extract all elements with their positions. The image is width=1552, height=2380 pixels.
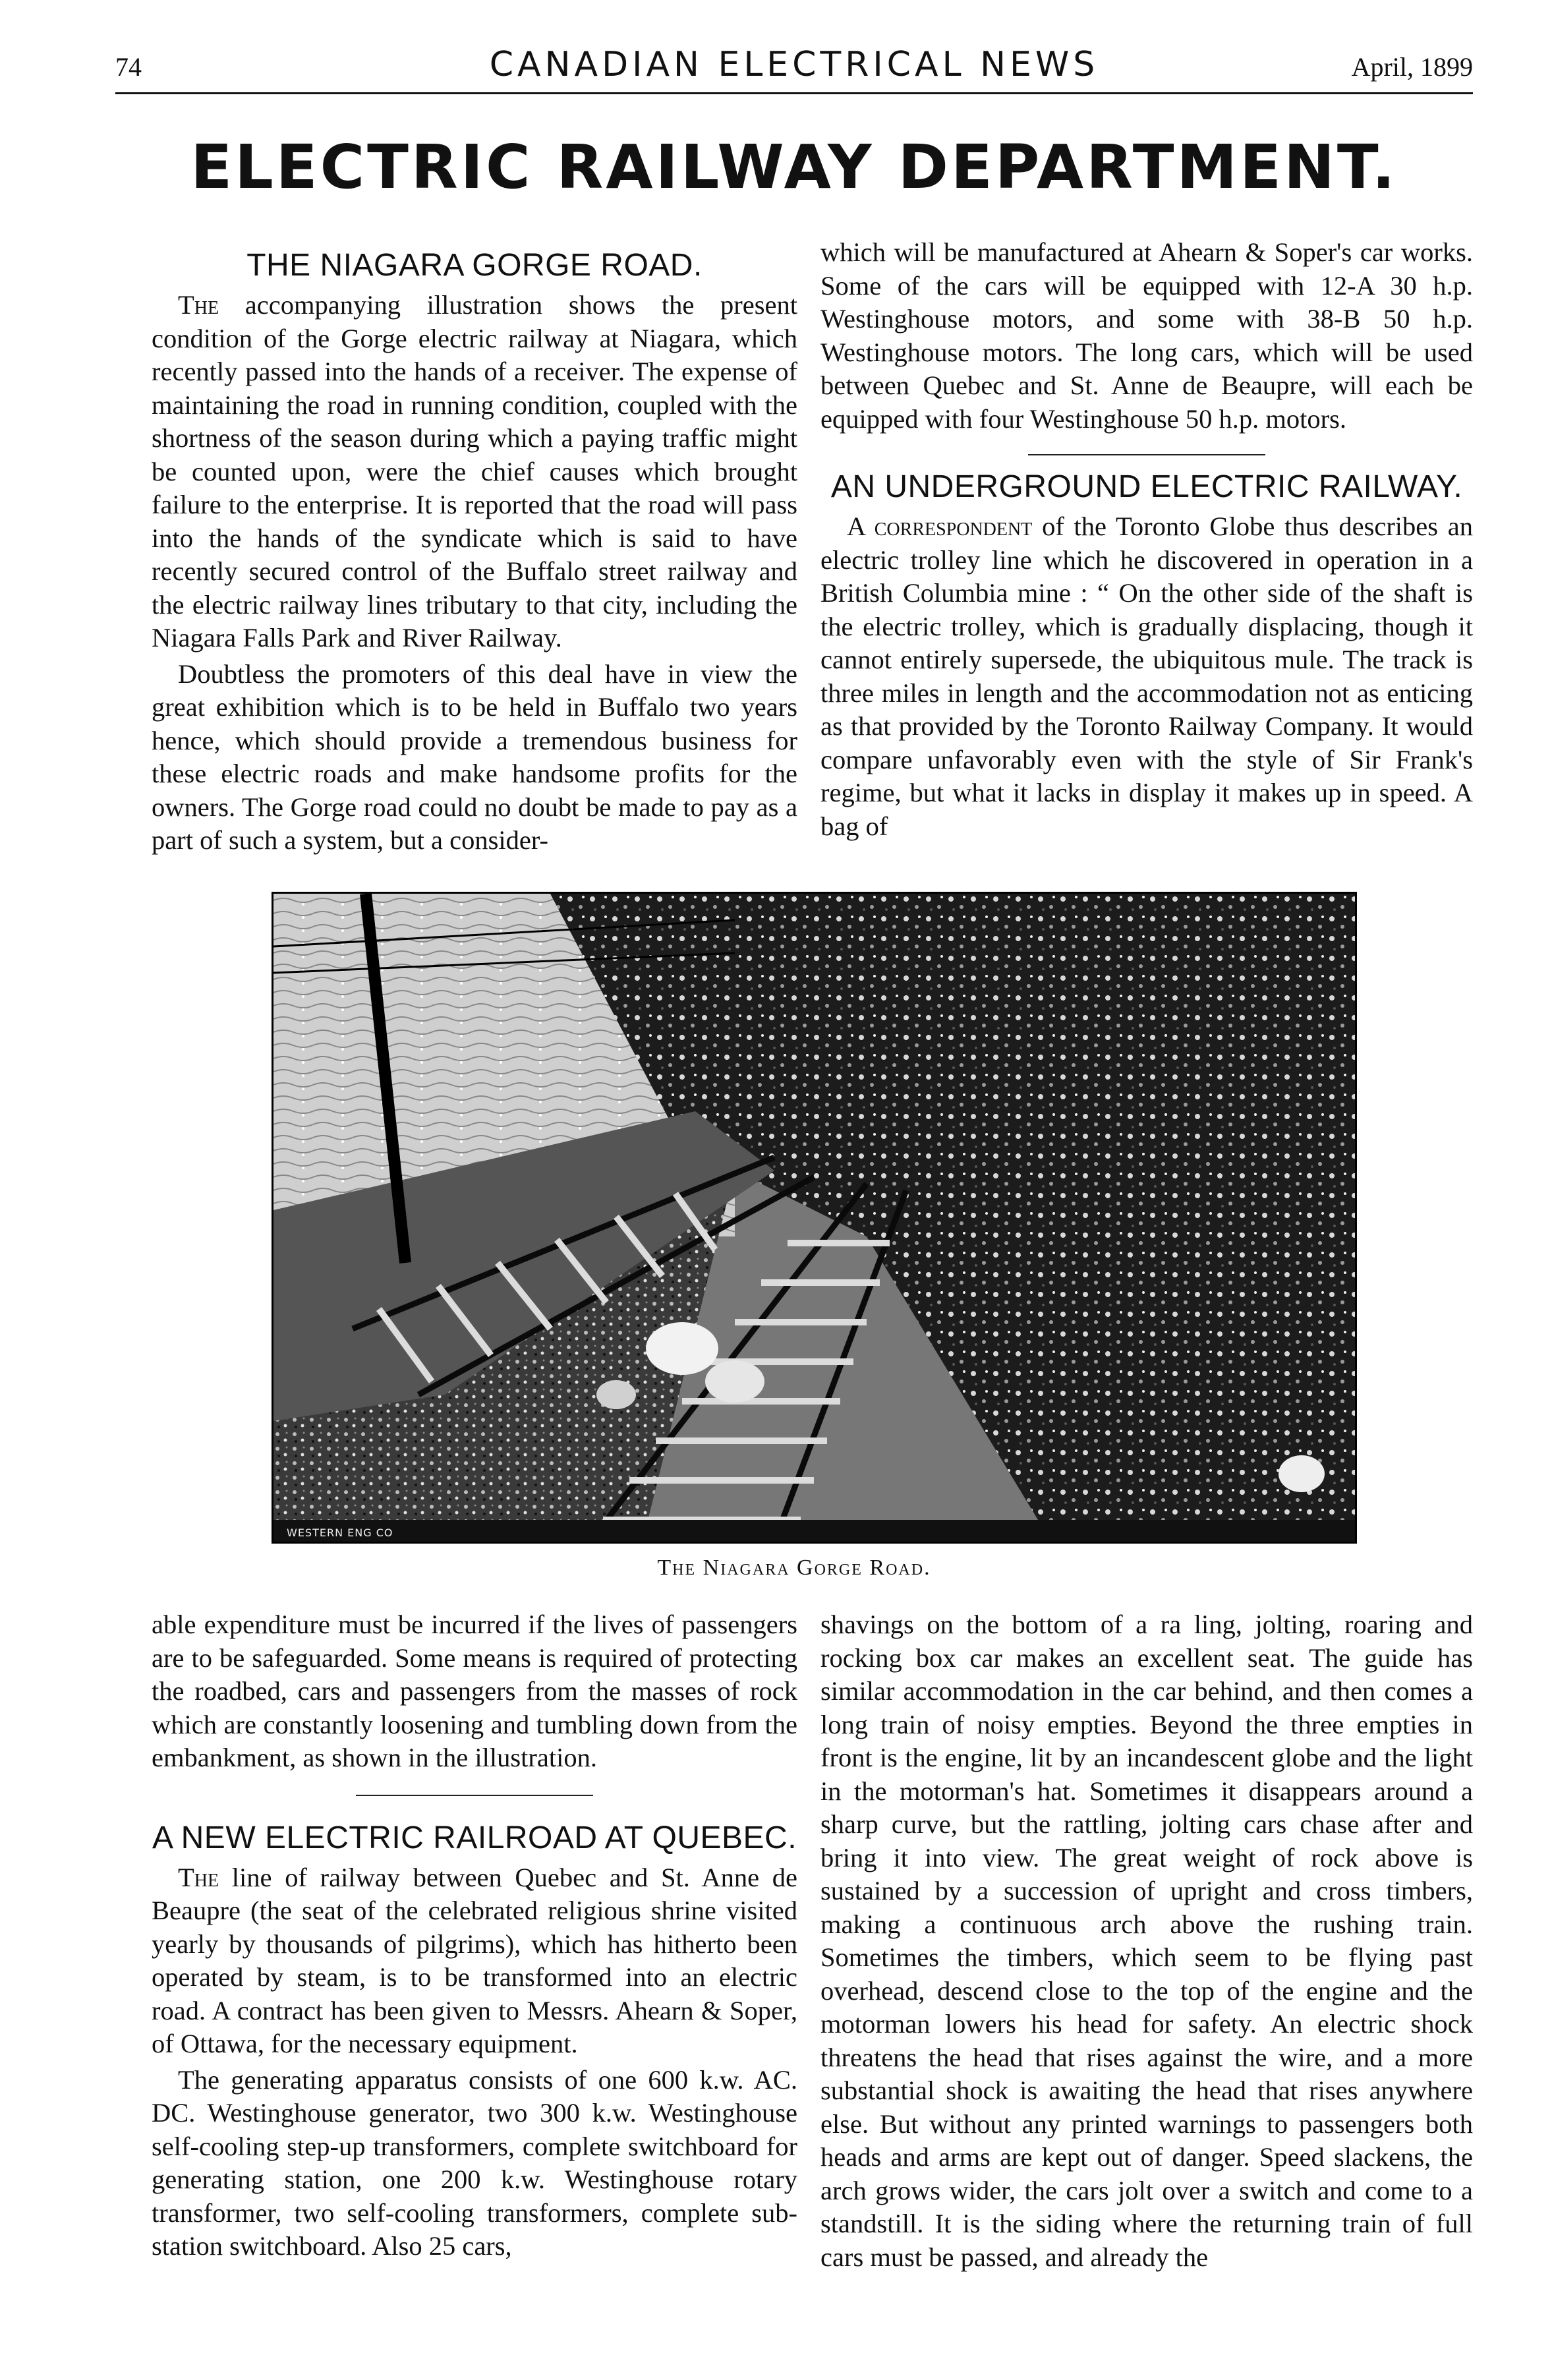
quebec-lead-word: The — [178, 1862, 219, 1892]
niagara-paragraph-1: The accompanying illustration shows the present condition of the Gorge electric railway at Niagara, which recently passed into the hands of a receiver. The expense of maintaining the road in running condition, coupled with the shortness of the season during which a paying traffic might be counted upon, were the chief causes which brought failure to the enterprise. It is reported that the road will pass into the hands of the syndicate which is said to have recently secured control of the Buffalo street railway and the electric railway lines tributary to that city, including the Niagara Falls Park and River Railway. — [152, 290, 797, 653]
section-divider — [356, 1795, 593, 1796]
quebec-paragraph-1: The line of railway between Quebec and St. Anne de Beaupre (the seat of the celebrated religious shrine visited yearly by thousands of pilgrims), which has hitherto been operated by steam, is to be transformed into an electric road. A contract has been given to Messrs. Ahearn & Soper, of Ottawa, for the necessary equipment. — [152, 1862, 797, 2058]
right-column-top — [820, 236, 1473, 843]
publication-title: CANADIAN ELECTRICAL NEWS — [489, 45, 1099, 84]
railway-photo-illustration — [273, 894, 1355, 1542]
niagara-paragraph-2: Doubtless the promoters of this deal have in view the great exhibition which is to be held in Buffalo two years hence, which should provide a tremendous business for these electric roads and make handsome profits for the owners. The Gorge road could no doubt be made to pay as a part of such a system, but a consider- — [152, 658, 797, 855]
issue-date: April, 1899 — [1351, 52, 1473, 82]
section-divider — [1028, 454, 1265, 455]
underground-lead-word: A correspondent — [847, 511, 1033, 541]
niagara-gorge-photo — [272, 892, 1357, 1544]
page-number: 74 — [115, 52, 142, 82]
niagara-article-top — [152, 247, 797, 857]
underground-paragraph-2: shavings on the bottom of a ra ling, jolting, roaring and rocking box car makes an excellent seat. The guide has similar accommodation in the car behind, and then comes a long train of noisy empties. Beyond the three empties in front is the engine, lit by an incandescent globe and the light in the motorman's hat. Sometimes it disappears around a sharp curve, but the rattling, jolting cars chase after and bring it into view. The great weight of rock above is sustained by a succession of upright and cross timbers, making a continuous arch above the rushing train. Sometimes the timbers, which seem to be flying past overhead, descend close to the top of the engine and the motorman lowers his head for safety. An electric shock threatens the head that rises against the wire, and a more substantial shock is awaiting the head that rises anywhere else. But without any printed warnings to passengers both heads and arms are kept out of danger. Speed slackens, the arch grows wider, the cars jolt over a switch and come to a standstill. It is the siding where the returning train of full cars must be passed, and already the — [820, 1610, 1473, 2272]
figure-caption: The Niagara Gorge Road. — [657, 1555, 931, 1580]
underground-paragraph-1: A correspondent of the Toronto Globe thus describes an electric trolley line which he discovered in operation in a British Columbia mine : “ On the other side of the shaft is the electric trolley, which is gradually displacing, though it cannot entirely supersede, the ubiquitous mule. The track is three miles in length and the accommodation not as enticing as that provided by the Toronto Railway Company. It would compare unfavorably even with the style of Sir Frank's regime, but what it lacks in display it makes up in speed. A bag of — [820, 511, 1473, 841]
niagara-heading: THE NIAGARA GORGE ROAD. — [246, 248, 703, 283]
niagara-paragraph-3: able expenditure must be incurred if the lives of passengers are to be safeguarded. Some means is required of protecting the roadbed, cars and passengers from the masses of rock which are constantly loosening and tumbling down from the embankment, as shown in the illustration. — [152, 1610, 797, 1772]
underground-heading: AN UNDERGROUND ELECTRIC RAILWAY. — [830, 469, 1463, 504]
left-column-bottom — [152, 1608, 797, 2263]
department-title: ELECTRIC RAILWAY DEPARTMENT. — [190, 132, 1398, 202]
engraver-credit: WESTERN ENG CO — [287, 1526, 393, 1539]
quebec-heading: A NEW ELECTRIC RAILROAD AT QUEBEC. — [152, 1820, 797, 1855]
page-header — [115, 40, 1473, 94]
niagara-lead-word: The — [178, 290, 219, 320]
right-column-bottom — [820, 1608, 1473, 2274]
quebec-paragraph-3: which will be manufactured at Ahearn & Soper's car works. Some of the cars will be equipped with 12-A 30 h.p. Westinghouse motors, and some with 38-B 50 h.p. Westinghouse motors. The long cars, which will be used between Quebec and St. Anne de Beaupre, will each be equipped with four Westinghouse 50 h.p. motors. — [820, 237, 1473, 434]
quebec-paragraph-2: The generating apparatus consists of one 600 k.w. AC. DC. Westinghouse generator, two 300 k.w. Westinghouse self-cooling step-up transformers, complete switchboard for generating station, one 200 k.w. Westinghouse rotary transformer, two self-cooling transformers, complete sub-station switchboard. Also 25 cars, — [152, 2064, 797, 2261]
